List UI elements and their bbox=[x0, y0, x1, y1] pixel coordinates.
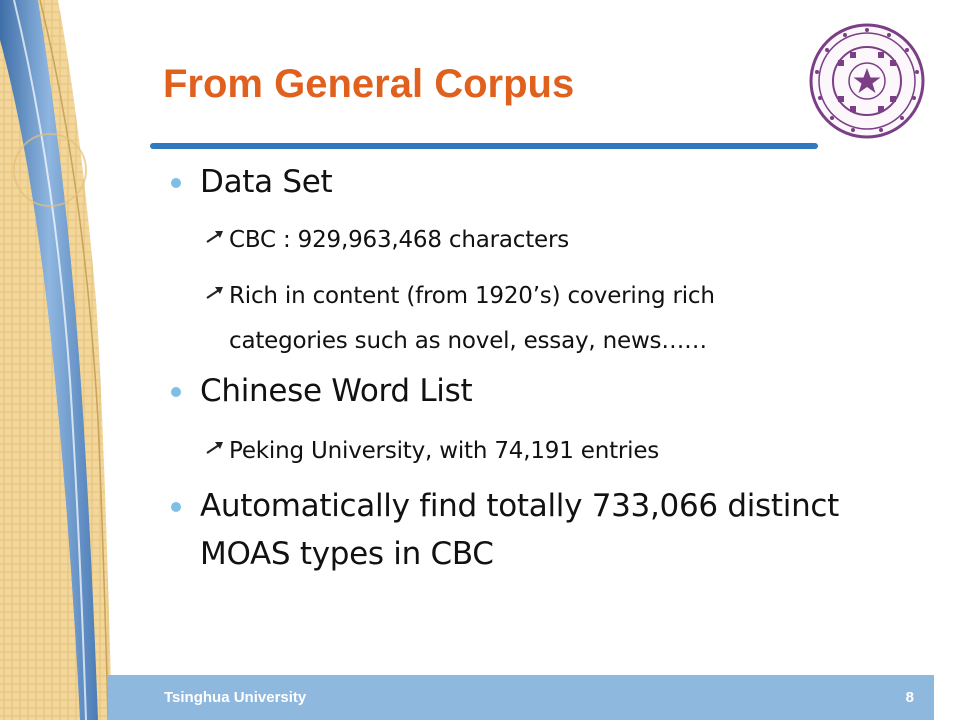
bullet-chinese-word-list bbox=[200, 373, 472, 409]
page-number: 8 bbox=[905, 689, 914, 706]
bullet-text: Data Set bbox=[200, 164, 333, 200]
bullet-text: Automatically find totally 733,066 distinct bbox=[200, 488, 840, 524]
sub-bullet-rich-content-continued bbox=[229, 319, 707, 363]
sub-bullet-text: Rich in content (from 1920’s) covering rich bbox=[229, 283, 715, 309]
slide-title: From General Corpus bbox=[163, 62, 575, 106]
arrow-bullet-icon bbox=[205, 230, 225, 244]
sub-bullet-text: CBC : 929,963,468 characters bbox=[229, 227, 570, 253]
sub-bullet-rich-content bbox=[229, 274, 715, 318]
bullet-data-set bbox=[200, 164, 332, 200]
arrow-bullet-icon bbox=[205, 286, 225, 300]
sub-bullet-text: categories such as novel, essay, news…… bbox=[229, 328, 707, 354]
bullet-dot-icon bbox=[171, 387, 181, 397]
sub-bullet-cbc bbox=[229, 218, 569, 262]
bullet-dot-icon bbox=[171, 502, 181, 512]
bullet-text: MOAS types in CBC bbox=[200, 536, 494, 572]
sub-bullet-text: Peking University, with 74,191 entries bbox=[229, 438, 660, 464]
arrow-bullet-icon bbox=[205, 441, 225, 455]
bullet-dot-icon bbox=[171, 178, 181, 188]
bullet-automatically-find-continued bbox=[200, 536, 494, 572]
bullet-text: Chinese Word List bbox=[200, 373, 473, 409]
bullet-automatically-find bbox=[200, 488, 839, 524]
footer-organization: Tsinghua University bbox=[164, 689, 307, 706]
sub-bullet-peking bbox=[229, 429, 659, 473]
footer-bar bbox=[108, 675, 934, 720]
